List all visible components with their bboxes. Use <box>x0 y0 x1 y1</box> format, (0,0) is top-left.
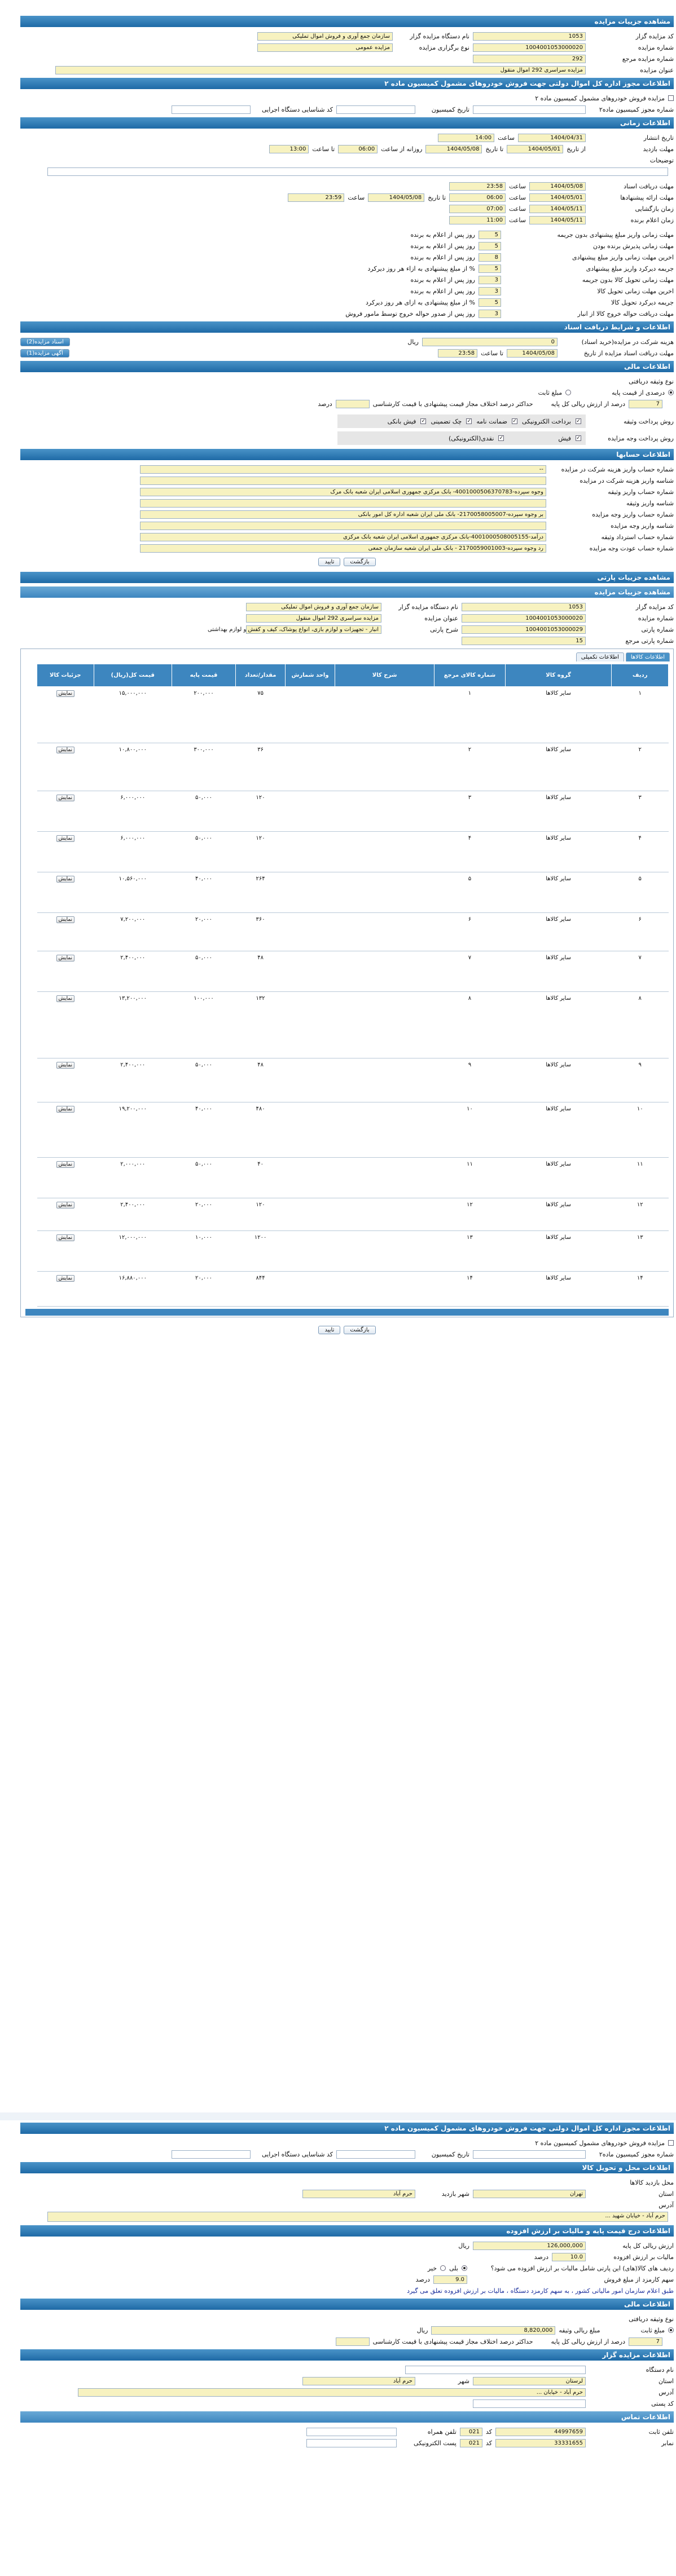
cell-price: ۴۰,۰۰۰ <box>172 872 235 913</box>
vat-notice: طبق اعلام سازمان امور مالیاتی کشور ، به سهم کارمزد دستگاه ، مالیات بر ارزش افزوده تعلق می گیرد <box>407 2287 674 2295</box>
party-auctioneer: سازمان جمع آوری و فروش اموال تملیکی <box>246 603 381 611</box>
table-row <box>37 1272 669 1307</box>
cell-ref: ۱۳ <box>434 1231 506 1272</box>
timing-description <box>47 167 668 176</box>
auction-ads-button[interactable]: آگهی مزایده(1) <box>20 349 69 358</box>
deadline-value: 3 <box>479 310 501 318</box>
phone-code: 021 <box>460 2428 482 2436</box>
cell-unit <box>286 1272 335 1307</box>
cell-total: ۱۶,۸۸۰,۰۰۰ <box>94 1272 172 1307</box>
cell-ref: ۲ <box>434 743 506 791</box>
cell-group: سایر کالاها <box>505 992 612 1058</box>
cell-price: ۵۰,۰۰۰ <box>172 1158 235 1198</box>
deadline-row: مهلت دریافت حواله خروج کالا از انبار 3 روز پس از صدور حواله خروج توسط مامور فروش <box>345 310 674 317</box>
cell-desc <box>335 1198 434 1231</box>
doc-receive-time: 23:58 <box>438 349 477 358</box>
cell-ref: ۱ <box>434 687 506 743</box>
section-subtitle-party: مشاهده جزییات مزایده <box>20 586 674 598</box>
phone: 44997659 <box>495 2428 586 2436</box>
section-title-party: مشاهده جزییات پارتی <box>20 572 674 583</box>
table-row <box>37 1231 669 1272</box>
permit-date-2 <box>336 2150 415 2159</box>
show-details-button[interactable]: نمایش <box>56 747 74 753</box>
deadline-value: 5 <box>479 298 501 307</box>
cell-desc <box>335 872 434 913</box>
cell-row-number: ۱۲ <box>612 1198 669 1231</box>
doc-deadline-time: 23:58 <box>449 182 506 191</box>
cell-group: سایر کالاها <box>505 1158 612 1198</box>
cell-qty: ۸۴۴ <box>236 1272 286 1307</box>
cell-unit <box>286 687 335 743</box>
method-guarantee-checkbox[interactable]: ✓ <box>512 418 517 424</box>
deadline-value: 3 <box>479 287 501 295</box>
cell-total: ۱۹,۲۰۰,۰۰۰ <box>94 1102 172 1158</box>
party-auction-title: مزایده سراسری 292 اموال منقول <box>246 614 381 623</box>
cell-row-number: ۱۰ <box>612 1102 669 1158</box>
cell-details <box>37 1102 94 1158</box>
deadline-value: 3 <box>479 276 501 284</box>
cell-row-number: ۳ <box>612 791 669 832</box>
party-ref: 15 <box>462 637 586 645</box>
confirm-button-top[interactable]: تایید <box>318 558 340 566</box>
cell-price: ۲۰,۰۰۰ <box>172 913 235 951</box>
cell-total: ۶,۰۰۰,۰۰۰ <box>94 832 172 872</box>
cell-desc <box>335 951 434 992</box>
table-row <box>37 687 669 743</box>
guarantee-amount: 8,820,000 <box>431 2326 555 2335</box>
show-details-button[interactable]: نمایش <box>56 1106 74 1113</box>
pay-fish-checkbox[interactable]: ✓ <box>576 435 581 441</box>
cell-row-number: ۴ <box>612 832 669 872</box>
agency-code-field <box>172 105 251 114</box>
deadline-row: مهلت زمانی واریز مبلغ پیشنهادی بدون جریمه 5 روز پس از اعلام به برنده <box>410 231 674 239</box>
column-header: قیمت کل(ریال) <box>94 664 172 687</box>
cell-price: ۱۰,۰۰۰ <box>172 1231 235 1272</box>
org-city: حرم آباد <box>302 2377 415 2385</box>
permit-no-field <box>473 105 586 114</box>
show-details-button[interactable]: نمایش <box>56 690 74 697</box>
mobile <box>306 2428 397 2436</box>
email <box>306 2439 397 2447</box>
cell-group: سایر کالاها <box>505 1198 612 1231</box>
cell-qty: ۳۶۰ <box>236 913 286 951</box>
cell-unit <box>286 1158 335 1198</box>
cell-details <box>37 1058 94 1102</box>
table-row <box>37 832 669 872</box>
account-1: -- <box>140 465 546 474</box>
opening-time: 07:00 <box>449 205 506 213</box>
fax-code: 021 <box>460 2439 482 2447</box>
permit-date-field <box>336 105 415 114</box>
radio-fixed[interactable] <box>565 390 571 395</box>
deadline-row: جریمه دیرکرد واریز مبلغ پیشنهادی 5 % از مبلغ پیشنهادی به ازاء هر روز دیرکرد <box>367 264 674 272</box>
cell-total: ۱۰,۵۶۰,۰۰۰ <box>94 872 172 913</box>
section-title-finance-2: اطلاعات مالی <box>20 2299 674 2310</box>
visit-to-time: 13:00 <box>269 145 309 153</box>
pay-electronic-checkbox[interactable]: ✓ <box>499 435 504 441</box>
auction-no-field: 1004001053000020 <box>473 43 586 52</box>
method-check-checkbox[interactable]: ✓ <box>467 418 472 424</box>
cell-group: سایر کالاها <box>505 1272 612 1307</box>
permit-no-2 <box>473 2150 586 2159</box>
deadline-row: مهلت زمانی تحویل کالا بدون جریمه 3 روز پس از اعلام به برنده <box>410 276 674 284</box>
cell-price: ۵۰,۰۰۰ <box>172 791 235 832</box>
cell-details <box>37 1158 94 1198</box>
cell-unit <box>286 791 335 832</box>
show-details-button[interactable]: نمایش <box>56 1275 74 1282</box>
cell-unit <box>286 913 335 951</box>
cell-group: سایر کالاها <box>505 791 612 832</box>
show-details-button[interactable]: نمایش <box>56 835 74 842</box>
cell-row-number: ۱۳ <box>612 1231 669 1272</box>
cell-group: سایر کالاها <box>505 1058 612 1102</box>
method-electronic-checkbox[interactable]: ✓ <box>576 418 581 424</box>
auction-docs-button[interactable]: اسناد مزایده(2) <box>20 338 70 346</box>
org-postal <box>473 2399 586 2408</box>
account-7: درآمد-4001000508005155-بانک مرکزی جمهوری اسلامی ایران شعبه بانک مرکزی <box>140 533 546 541</box>
vat-percent: 10.0 <box>552 2253 586 2261</box>
account-8: رد وجوه سپرده-2170059001003 - بانک ملی ایران شعبه سازمان جمعی <box>140 544 546 553</box>
cell-total: ۱۰,۸۰۰,۰۰۰ <box>94 743 172 791</box>
deadline-value: 8 <box>479 253 501 262</box>
table-row <box>37 872 669 913</box>
deadline-value: 5 <box>479 242 501 250</box>
cell-row-number: ۸ <box>612 992 669 1058</box>
offer-to-date: 1404/05/08 <box>368 193 424 202</box>
table-row <box>37 951 669 992</box>
cell-total: ۷,۲۰۰,۰۰۰ <box>94 913 172 951</box>
cell-desc <box>335 832 434 872</box>
max-diff-2 <box>336 2337 370 2346</box>
cell-details <box>37 832 94 872</box>
org-province: لرستان <box>473 2377 586 2385</box>
ref-no-field: 292 <box>473 55 586 63</box>
visit-address: حرم آباد - خیابان شهید ... <box>47 2212 668 2222</box>
publish-time: 14:00 <box>438 134 494 142</box>
cell-price: ۳۰۰,۰۰۰ <box>172 743 235 791</box>
cell-ref: ۱۱ <box>434 1158 506 1198</box>
announce-date: 1404/05/11 <box>529 216 586 224</box>
party-detail-page: اطلاعات مجوز اداره کل اموال دولتی جهت فروش خودروهای مشمول کمیسیون ماده ۲ مزایده فروش خودروهای مشمول کمیسیون ماده ۲ شماره مجوز کمیسیون ماده۲ تاریخ کمیسیون کد شناسایی دستگاه اجرایی اطلاعات محل و تحویل کالا محل بازدید کالاها استان تهران شهر بازدید حرم آباد آدرس حرم آباد - خیابان شهید ... اطلاعات درج قیمت پایه و مالیات بر ارزش افزوده ارزش ریالی کل پایه 126,000,000 ریال مالیات بر ارزش افزوده 10.0 درصد ردیف های کالا(های) این پارتی شامل مالیات بر ارزش افزوده می شود؟ بلی خیر سهم کارمزد از مبلغ فروش 9.0 درصد طبق اعلام سازمان امور مالیاتی کشور ، به سهم کارمزد دستگاه ، مالیات بر ارزش افزوده تعلق می گیرد اطلاعات مالی نوع وثیقه دریافتی مبلغ ثابت مبلغ ریالی وثیقه 8,820,000 ریال 7 درصد از ارزش ریالی کل پایه حداکثر درصد اختلاف مجاز قیمت پیشنهادی با قیمت کارشناسی اطلاعات مزایده گزار نام دستگاه استان لرستان شهر حرم آباد آدرس حرم آباد - خیابان ... کد پستی اطلاعات تماس تلفن ثابت 44997659 کد 021 تلفن همراه نمابر 33331655 کد 021 پست الکترونیکی <box>20 2120 674 2571</box>
permit-checkbox-2[interactable] <box>668 2140 674 2146</box>
show-details-button[interactable]: نمایش <box>56 1202 74 1208</box>
vat-no-radio[interactable] <box>440 2265 446 2271</box>
cell-qty: ۴۸۰ <box>236 1102 286 1158</box>
vat-yes-radio[interactable] <box>462 2265 467 2271</box>
column-header: مقدار/تعداد <box>236 664 286 687</box>
cell-desc <box>335 913 434 951</box>
auction-type-field: مزایده عمومی <box>257 43 393 52</box>
deadline-value: 5 <box>479 231 501 239</box>
auction-detail-page: مشاهده جزییات مزایده کد مزایده گزار 1053 نام دستگاه مزایده گزار سازمان جمع آوری و فروش اموال تملیکی شماره مزایده 1004001053000020 نوع برگزاری مزایده مزایده عمومی شماره مزایده مرجع 292 عنوان مزایده مزایده سراسری 292 اموال منقول اطلاعات مجوز اداره کل اموال دولتی جهت فروش خودروهای مشمول کمیسیون ماده ۲ مزایده فروش خودروهای مشمول کمیسیون ماده ۲ شماره مجوز کمیسیون ماده۲ تاریخ کمیسیون کد شناسایی دستگاه اجرایی اطلاعات زمانی تاریخ انتشار 1404/04/31 ساعت 14:00 مهلت بازدید از تاریخ 1404/05/01 تا تاریخ 1404/05/08 روزانه از ساعت 06:00 تا ساعت 13:00 توضیحات مهلت دریافت اسناد 1404/05/08 ساعت 23:58 مهلت ارائه پیشنهادها 1404/05/01 ساعت 06:00 تا تاریخ 1404/05/08 ساعت 23:59 زمان بازگشایی 1404/05/11 ساعت 07:00 زمان اعلام برنده 1404/05/11 ساعت 11:00 مهلت زمانی واریز مبلغ پیشنهادی بدون جریمه 5 روز پس از اعلام به برنده مهلت زمانی پذیرش برنده بودن 5 روز پس از اعلام به برنده اخرین مهلت زمانی واریز مبلغ پیشنهادی 8 روز پس از اعلام به برنده جریمه دیرکرد واریز مبلغ پیشنهادی 5 % از مبلغ پیشنهادی به ازاء هر روز دیرکرد مهلت زمانی تحویل کالا بدون جریمه 3 روز پس از اعلام به برنده اخرین مهلت زمانی تحویل کالا 3 روز پس از اعلام به برنده جریمه دیرکرد تحویل کالا 5 % از مبلغ پیشنهادی به ازای هر روز دیرکرد مهلت دریافت حواله خروج کالا از انبار 3 روز پس از صدور حواله خروج توسط مامور فروش اطلاعات و شرایط دریافت اسناد هزینه شرکت در مزایده(خرید اسناد) 0 ریال اسناد مزایده(2) مهلت دریافت اسناد مزایده از تاریخ 1404/05/08 تا ساعت 23:58 آگهی مزایده(1) اطلاعات مالی نوع وثیقه دریافتی درصدی از قیمت پایه مبلغ ثابت 7 درصد از ارزش ریالی کل پایه حداکثر درصد اختلاف مجاز قیمت پیشنهادی با قیمت کارشناسی درصد روش پرداخت وثیقه ✓ برداخت الکترونیکی ✓ ضمانت نامه ✓ چک تضمینی ✓ فیش بانکی روش پرداخت وجه مزایده ✓ فیش ✓ نقدی(الکترونیکی) اطلاعات حسابها شماره حساب واریز هزینه شرکت در مزایده -- شناسه واریز هزینه شرکت در مزایده شماره حساب واریز وثیقه وجوه سپرده-4001000506370783- بانک مرکزی جمهوری اسلامی ایران شعبه بانک مرک شناسه واریز وثیقه شماره حساب واریز وجه مزایده بر وجوه سپرده-2170058005007- بانک ملی ایران شعبه اداره کل امور بانکی شناسه واریز وجه مزایده شماره حساب استرداد وثیقه درآمد-4001000508005155-بانک مرکزی جمهوری اسلامی ایران شعبه بانک مرکزی شماره حساب عودت وجه مزایده رد وجوه سپرده-2170059001003 - بانک ملی ایران شعبه سازمان جمعی بازگشت تایید مشاهده جزییات پارتی مشاهده جزییات مزایده کد مزایده گزار 1053 نام دستگاه مزایده گزار سازمان جمع آوری و فروش اموال تملیکی شماره مزایده 1004001053000020 عنوان مزایده مزایده سراسری 292 اموال منقول شماره پارتی 1004001053000029 شرح پارتی انبار - تجهیزات و لوازم بازی، انواع پوشاک، کیف و کفش و لوازم بهداشتی شماره پارتی مرجع 15 اطلاعات کالاها اطلاعات تکمیلی ردیف گروه کالا شماره کالای مرجع شرح کالا واحد شمارش مقدار/تعداد قیمت پایه قیمت کل(ریال) جزئیات کالا ۱ سایر کالاها ۱ ۷۵ ۲۰۰,۰۰۰ ۱۵,۰۰۰,۰۰۰ نمایش ۲ سایر کالاها ۲ ۳۶ ۳۰۰,۰۰۰ ۱۰,۸۰۰,۰۰۰ نمایش ۳ سایر کالاها ۳ ۱۲۰ ۵۰,۰۰۰ ۶,۰۰۰,۰۰۰ نمایش ۴ سایر کالاها ۴ ۱۲۰ ۵۰,۰۰۰ ۶,۰۰۰,۰۰۰ نمایش ۵ سایر کالاها ۵ ۲۶۴ ۴۰,۰۰۰ ۱۰,۵۶۰,۰۰۰ نمایش ۶ سایر کالاها ۶ ۳۶۰ ۲۰,۰۰۰ ۷,۲۰۰,۰۰۰ نمایش ۷ سایر کالاها ۷ ۴۸ ۵۰,۰۰۰ ۲,۴۰۰,۰۰۰ نمایش ۸ سایر کالاها ۸ ۱۳۲ ۱۰۰,۰۰۰ ۱۳,۲۰۰,۰۰۰ نمایش ۹ سایر کالاها ۹ ۴۸ ۵۰,۰۰۰ ۲,۴۰۰,۰۰۰ نمایش ۱۰ سایر کالاها ۱۰ ۴۸۰ ۴۰,۰۰۰ ۱۹,۲۰۰,۰۰۰ نمایش ۱۱ سایر کالاها ۱۱ ۴۰ ۵۰,۰۰۰ ۲,۰۰۰,۰۰۰ نمایش ۱۲ سایر کالاها ۱۲ ۱۲۰ ۲۰,۰۰۰ ۲,۴۰۰,۰۰۰ نمایش ۱۳ سایر کالاها ۱۳ ۱۲۰۰ ۱۰,۰۰۰ ۱۲,۰۰۰,۰۰۰ نمایش ۱۴ سایر کالاها ۱۴ ۸۴۴ ۲۰,۰۰۰ ۱۶,۸۸۰,۰۰۰ نمایش بازگشت تایید <box>20 14 674 2112</box>
cell-qty: ۴۸ <box>236 951 286 992</box>
account-4 <box>140 499 546 508</box>
section-title-org: اطلاعات مزایده گزار <box>20 2349 674 2361</box>
cell-row-number: ۲ <box>612 743 669 791</box>
cell-total: ۶,۰۰۰,۰۰۰ <box>94 791 172 832</box>
cell-price: ۲۰۰,۰۰۰ <box>172 687 235 743</box>
cell-group: سایر کالاها <box>505 1231 612 1272</box>
cell-unit <box>286 1058 335 1102</box>
cell-details <box>37 687 94 743</box>
offer-from-time: 06:00 <box>449 193 506 202</box>
cell-desc <box>335 1058 434 1102</box>
confirm-button-mid[interactable]: تایید <box>318 1326 340 1334</box>
cell-row-number: ۱۴ <box>612 1272 669 1307</box>
cell-ref: ۱۲ <box>434 1198 506 1231</box>
party-desc: انبار - تجهیزات و لوازم بازی، انواع پوشاک، کیف و کفش و لوازم بهداشتی <box>246 625 381 634</box>
cell-row-number: ۹ <box>612 1058 669 1102</box>
cell-desc <box>335 1272 434 1307</box>
cell-row-number: ۱ <box>612 687 669 743</box>
cell-qty: ۱۳۲ <box>236 992 286 1058</box>
account-2 <box>140 477 546 485</box>
cell-row-number: ۶ <box>612 913 669 951</box>
cell-group: سایر کالاها <box>505 951 612 992</box>
column-header: شماره کالای مرجع <box>434 664 506 687</box>
cell-ref: ۹ <box>434 1058 506 1102</box>
cell-total: ۲,۰۰۰,۰۰۰ <box>94 1158 172 1198</box>
cell-ref: ۶ <box>434 913 506 951</box>
cell-ref: ۳ <box>434 791 506 832</box>
cell-qty: ۴۰ <box>236 1158 286 1198</box>
cell-desc <box>335 1158 434 1198</box>
section-title-price: اطلاعات درج قیمت پایه و مالیات بر ارزش افزوده <box>20 2225 674 2237</box>
section-title-permit: اطلاعات مجوز اداره کل اموال دولتی جهت فروش خودروهای مشمول کمیسیون ماده ۲ <box>20 78 674 89</box>
column-header: گروه کالا <box>505 664 612 687</box>
cell-unit <box>286 1231 335 1272</box>
auction-title-field: مزایده سراسری 292 اموال منقول <box>55 66 586 74</box>
doc-deadline-date: 1404/05/08 <box>529 182 586 191</box>
cell-price: ۱۰۰,۰۰۰ <box>172 992 235 1058</box>
section-title-finance: اطلاعات مالی <box>20 361 674 372</box>
cell-total: ۱۵,۰۰۰,۰۰۰ <box>94 687 172 743</box>
org-name <box>405 2366 586 2374</box>
show-details-button[interactable]: نمایش <box>56 1062 74 1069</box>
visit-province: تهران <box>473 2190 586 2198</box>
method-fish-checkbox[interactable]: ✓ <box>421 418 426 424</box>
section-title-detail: مشاهده جزییات مزایده <box>20 16 674 27</box>
back-button-mid[interactable]: بازگشت <box>344 1326 375 1334</box>
auction-code-field: 1053 <box>473 32 586 41</box>
show-details-button[interactable]: نمایش <box>56 995 74 1002</box>
show-details-button[interactable]: نمایش <box>56 1234 74 1241</box>
column-header: واحد شمارش <box>286 664 335 687</box>
cell-price: ۴۰,۰۰۰ <box>172 1102 235 1158</box>
fixed-radio-2[interactable] <box>668 2327 674 2333</box>
table-row <box>37 791 669 832</box>
cell-group: سایر کالاها <box>505 687 612 743</box>
deadline-value: 5 <box>479 264 501 273</box>
column-header: شرح کالا <box>335 664 434 687</box>
fax: 33331655 <box>495 2439 586 2447</box>
section-title-permit-2: اطلاعات مجوز اداره کل اموال دولتی جهت فروش خودروهای مشمول کمیسیون ماده ۲ <box>20 2123 674 2134</box>
show-details-button[interactable]: نمایش <box>56 795 74 801</box>
window-top <box>0 0 676 14</box>
cell-qty: ۱۲۰۰ <box>236 1231 286 1272</box>
cell-row-number: ۷ <box>612 951 669 992</box>
cell-group: سایر کالاها <box>505 1102 612 1158</box>
cell-unit <box>286 951 335 992</box>
cell-desc <box>335 1231 434 1272</box>
section-title-location: اطلاعات محل و تحویل کالا <box>20 2162 674 2173</box>
account-5: بر وجوه سپرده-2170058005007- بانک ملی ایران شعبه اداره کل امور بانکی <box>140 510 546 519</box>
announce-time: 11:00 <box>449 216 506 224</box>
cell-details <box>37 913 94 951</box>
guarantee-percent: 7 <box>629 400 662 408</box>
table-row <box>37 1198 669 1231</box>
permit-checkbox[interactable] <box>668 95 674 101</box>
items-panel <box>20 649 674 1317</box>
visit-city: حرم آباد <box>302 2190 415 2198</box>
cell-qty: ۱۲۰ <box>236 832 286 872</box>
visit-from-date: 1404/05/01 <box>507 145 563 153</box>
account-3: وجوه سپرده-4001000506370783- بانک مرکزی جمهوری اسلامی ایران شعبه بانک مرک <box>140 488 546 496</box>
party-auction-no: 1004001053000020 <box>462 614 586 623</box>
party-no: 1004001053000029 <box>462 625 586 634</box>
cell-unit <box>286 832 335 872</box>
cell-price: ۲۰,۰۰۰ <box>172 1198 235 1231</box>
cell-details <box>37 1231 94 1272</box>
show-details-button[interactable]: نمایش <box>56 1161 74 1168</box>
visit-to-date: 1404/05/08 <box>425 145 482 153</box>
account-6 <box>140 522 546 530</box>
cell-qty: ۳۶ <box>236 743 286 791</box>
doc-fee-field: 0 <box>422 338 558 346</box>
separator <box>0 2112 676 2120</box>
cell-row-number: ۵ <box>612 872 669 913</box>
column-header: ردیف <box>612 664 669 687</box>
cell-unit <box>286 743 335 791</box>
cell-total: ۲,۴۰۰,۰۰۰ <box>94 1058 172 1102</box>
tab-items[interactable]: اطلاعات کالاها <box>626 652 670 661</box>
cell-group: سایر کالاها <box>505 832 612 872</box>
column-header: قیمت پایه <box>172 664 235 687</box>
back-button-top[interactable]: بازگشت <box>344 558 375 566</box>
table-row <box>37 743 669 791</box>
opening-date: 1404/05/11 <box>529 205 586 213</box>
cell-details <box>37 992 94 1058</box>
cell-unit <box>286 992 335 1058</box>
cell-qty: ۲۶۴ <box>236 872 286 913</box>
cell-qty: ۷۵ <box>236 687 286 743</box>
table-row <box>37 1058 669 1102</box>
cell-unit <box>286 872 335 913</box>
visit-from-time: 06:00 <box>338 145 377 153</box>
cell-qty: ۱۲۰ <box>236 791 286 832</box>
cell-price: ۵۰,۰۰۰ <box>172 1058 235 1102</box>
base-price: 126,000,000 <box>473 2242 586 2250</box>
cell-price: ۵۰,۰۰۰ <box>172 832 235 872</box>
org-address: حرم آباد - خیابان ... <box>78 2388 586 2397</box>
party-auction-code: 1053 <box>462 603 586 611</box>
fee-share: 9.0 <box>433 2275 467 2284</box>
show-details-button[interactable]: نمایش <box>56 876 74 883</box>
offer-from-date: 1404/05/01 <box>529 193 586 202</box>
cell-desc <box>335 791 434 832</box>
cell-ref: ۱۰ <box>434 1102 506 1158</box>
table-row <box>37 913 669 951</box>
cell-price: ۲۰,۰۰۰ <box>172 1272 235 1307</box>
guarantee-percent-2: 7 <box>629 2337 662 2346</box>
cell-price: ۵۰,۰۰۰ <box>172 951 235 992</box>
cell-ref: ۷ <box>434 951 506 992</box>
cell-details <box>37 1198 94 1231</box>
cell-row-number: ۱۱ <box>612 1158 669 1198</box>
cell-total: ۱۲,۰۰۰,۰۰۰ <box>94 1231 172 1272</box>
radio-percent[interactable] <box>668 390 674 395</box>
cell-details <box>37 872 94 913</box>
auctioneer-field: سازمان جمع آوری و فروش اموال تملیکی <box>257 32 393 41</box>
cell-unit <box>286 1198 335 1231</box>
doc-receive-date: 1404/05/08 <box>507 349 558 358</box>
cell-desc <box>335 992 434 1058</box>
tab-extra[interactable]: اطلاعات تکمیلی <box>576 652 624 661</box>
section-title-contact: اطلاعات تماس <box>20 2411 674 2423</box>
cell-total: ۲,۴۰۰,۰۰۰ <box>94 951 172 992</box>
deadline-row: اخرین مهلت زمانی واریز مبلغ پیشنهادی 8 روز پس از اعلام به برنده <box>410 253 674 261</box>
cell-desc <box>335 687 434 743</box>
cell-desc <box>335 743 434 791</box>
table-row <box>37 992 669 1058</box>
section-title-accounts: اطلاعات حسابها <box>20 449 674 460</box>
deadline-row: مهلت زمانی پذیرش برنده بودن 5 روز پس از اعلام به برنده <box>410 242 674 250</box>
section-title-docs: اطلاعات و شرایط دریافت اسناد <box>20 321 674 333</box>
cell-details <box>37 743 94 791</box>
cell-total: ۲,۴۰۰,۰۰۰ <box>94 1198 172 1231</box>
column-header: جزئیات کالا <box>37 664 94 687</box>
cell-group: سایر کالاها <box>505 872 612 913</box>
table-row <box>37 1102 669 1158</box>
cell-ref: ۸ <box>434 992 506 1058</box>
cell-details <box>37 951 94 992</box>
show-details-button[interactable]: نمایش <box>56 916 74 923</box>
deadline-row: جریمه دیرکرد تحویل کالا 5 % از مبلغ پیشنهادی به ازای هر روز دیرکرد <box>366 298 674 306</box>
cell-ref: ۱۴ <box>434 1272 506 1307</box>
cell-details <box>37 791 94 832</box>
deadline-list <box>20 229 674 319</box>
cell-group: سایر کالاها <box>505 913 612 951</box>
cell-desc <box>335 1102 434 1158</box>
section-title-timing: اطلاعات زمانی <box>20 117 674 129</box>
cell-details <box>37 1272 94 1307</box>
items-table <box>37 664 669 1307</box>
publish-date: 1404/04/31 <box>518 134 586 142</box>
cell-group: سایر کالاها <box>505 743 612 791</box>
max-diff-field <box>336 400 370 408</box>
agency-code-2 <box>172 2150 251 2159</box>
cell-qty: ۴۸ <box>236 1058 286 1102</box>
deadline-row: اخرین مهلت زمانی تحویل کالا 3 روز پس از اعلام به برنده <box>410 287 674 295</box>
show-details-button[interactable]: نمایش <box>56 955 74 961</box>
cell-total: ۱۳,۲۰۰,۰۰۰ <box>94 992 172 1058</box>
offer-to-time: 23:59 <box>288 193 344 202</box>
cell-qty: ۱۲۰ <box>236 1198 286 1231</box>
cell-ref: ۵ <box>434 872 506 913</box>
cell-unit <box>286 1102 335 1158</box>
table-row <box>37 1158 669 1198</box>
cell-ref: ۴ <box>434 832 506 872</box>
